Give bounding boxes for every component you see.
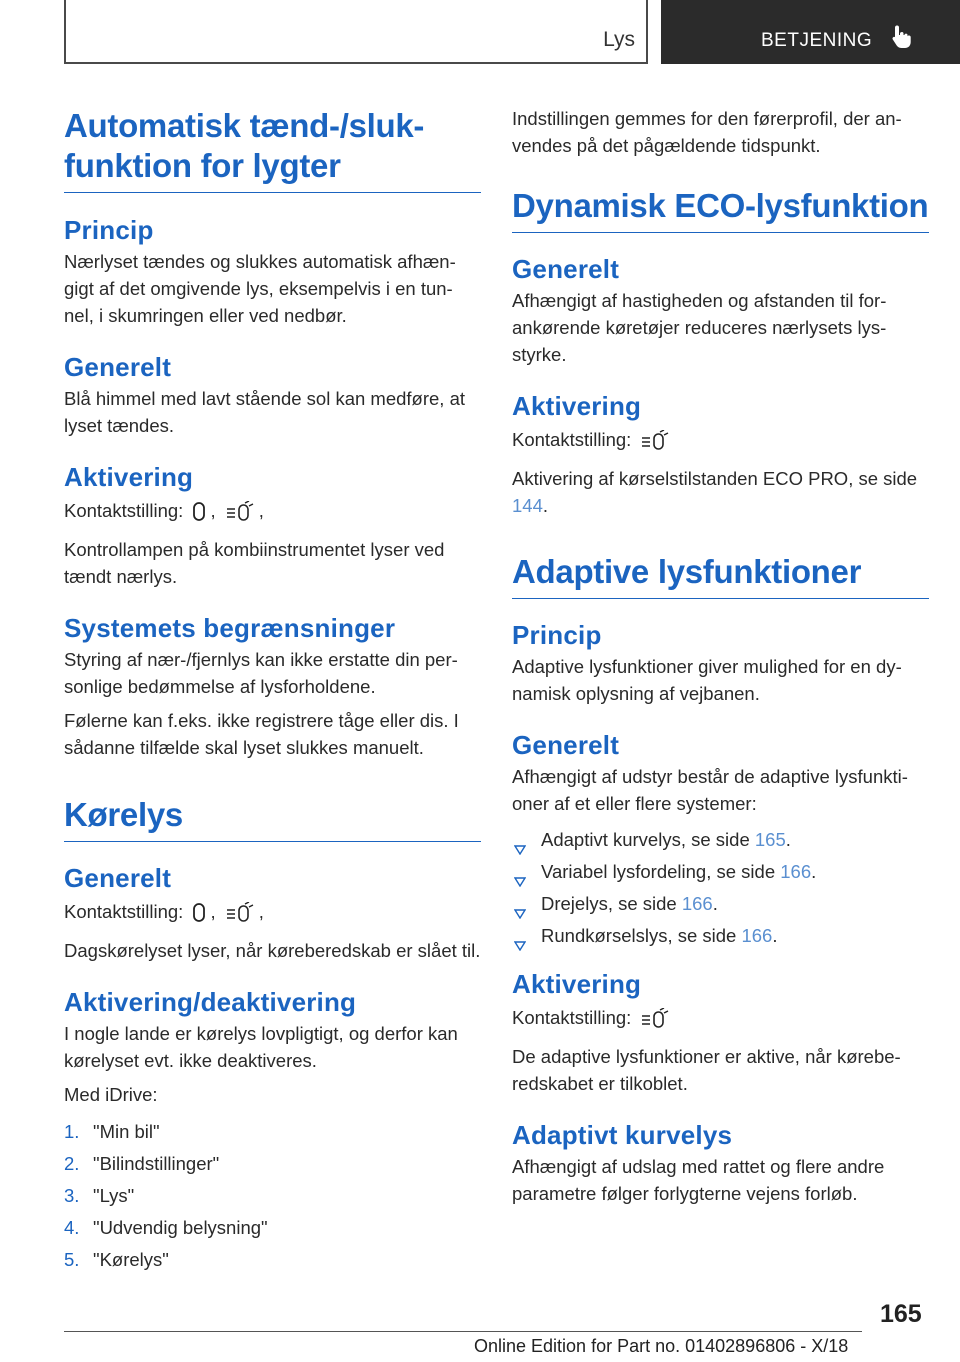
period: . <box>712 893 718 914</box>
step-text: "Bilindstillinger" <box>93 1153 220 1174</box>
adaptive-systems-list <box>512 826 929 949</box>
paragraph-system-2: Følerne kan f.eks. ikke registrere tåge eller dis. I sådanne tilfælde skal lyset slukkes manuelt. <box>64 710 459 758</box>
page-number: 165 <box>880 1300 922 1328</box>
paragraph-idrive: Med iDrive: <box>64 1084 158 1105</box>
paragraph-kontaktstilling <box>64 497 481 530</box>
bullet-text: Variabel lysfordeling, se side <box>541 861 776 882</box>
paragraph-indstilling: Indstillingen gemmes for den førerprofil, der an‐ vendes på det pågældende tidspunkt. <box>512 108 902 156</box>
idrive-steps <box>64 1118 481 1273</box>
step-number: 4. <box>64 1217 80 1238</box>
heading-princip-adaptive: Princip <box>512 620 602 650</box>
edition-note: Online Edition for Part no. 01402896806 - X/18 <box>474 1336 849 1356</box>
ignition-off-icon <box>192 501 206 530</box>
step-number: 5. <box>64 1249 80 1270</box>
paragraph-princip-adaptive: Adaptive lysfunktioner giver mulighed for en dy‐ namisk oplysning af vejbanen. <box>512 656 902 704</box>
heading-adaptive: Adaptive lysfunktioner <box>512 552 929 599</box>
heading-aktivering-eco: Aktivering <box>512 391 642 421</box>
right-column <box>512 100 929 1207</box>
section-title: Lys <box>603 28 635 51</box>
heading-adaptivt-kurvelys: Adaptivt kurvelys <box>512 1120 733 1150</box>
paragraph-dagskorelys: Dagskørelyset lyser, når køreberedskab er slået til. <box>64 940 481 961</box>
list-item <box>512 826 929 853</box>
heading-aktivering-adaptive: Aktivering <box>512 969 642 999</box>
bullet-text: Drejelys, se side <box>541 893 677 914</box>
heading-systemets-begraensninger: Systemets begrænsninger <box>64 613 396 643</box>
page-link[interactable]: 166 <box>741 925 773 946</box>
heading-aktivering: Aktivering <box>64 462 194 492</box>
chapter-label: BETJENING <box>761 30 873 51</box>
step-text: "Min bil" <box>93 1121 160 1142</box>
paragraph-kurvelys: Afhængigt af udslag med rattet og flere andre parametre følger forlygterne vejens forløb. <box>512 1156 885 1204</box>
ready-to-drive-icon <box>225 501 255 530</box>
list-item <box>64 1246 481 1273</box>
ready-to-drive-icon <box>640 1008 670 1037</box>
step-text: "Udvendig belysning" <box>93 1217 268 1238</box>
paragraph-kontaktstilling-eco <box>512 426 929 459</box>
heading-princip: Princip <box>64 215 154 245</box>
period: . <box>542 495 549 516</box>
heading-korelys: Kørelys <box>64 795 481 842</box>
period: . <box>811 861 817 882</box>
comma-separator: , <box>258 901 264 922</box>
ready-to-drive-icon <box>640 430 670 459</box>
paragraph-kontaktstilling-korelys <box>64 898 481 931</box>
period: . <box>772 925 778 946</box>
list-item <box>64 1150 481 1177</box>
kontakt-label: Kontaktstilling: <box>64 500 184 521</box>
list-item <box>64 1118 481 1145</box>
paragraph-eco: Afhængigt af hastigheden og afstanden til for‐ ankørende køretøjer reduceres nærlysets lys‐ styrke. <box>512 290 887 365</box>
page-link[interactable]: 165 <box>754 829 786 850</box>
paragraph-kontrollampe: Kontrollampen på kombiinstrumentet lyser ved tændt nærlys. <box>64 539 445 587</box>
paragraph-princip: Nærlyset tændes og slukkes automatisk afhæn‐ gigt af det omgivende lys, eksempelvis i en tun‐ nel, i skumringen eller ved nedbør. <box>64 251 456 326</box>
ready-to-drive-icon <box>225 902 255 931</box>
heading-generelt-korelys: Generelt <box>64 863 172 893</box>
period: . <box>785 829 791 850</box>
step-number: 3. <box>64 1185 80 1206</box>
paragraph-generelt-adaptive: Afhængigt af udstyr består de adaptive lysfunkti‐ oner af et eller flere systemer: <box>512 766 908 814</box>
list-item <box>512 890 929 917</box>
heading-auto-light: Automatisk tænd-/sluk‐ funktion for lygter <box>64 106 481 193</box>
step-number: 2. <box>64 1153 80 1174</box>
comma-separator: , <box>210 901 216 922</box>
paragraph-adaptive-aktiv: De adaptive lysfunktioner er aktive, når kørebe‐ redskabet er tilkoblet. <box>512 1046 901 1094</box>
bullet-text: Adaptivt kurvelys, se side <box>541 829 750 850</box>
page-link[interactable]: 166 <box>681 893 713 914</box>
chapter-tab[interactable] <box>661 0 960 64</box>
ignition-off-icon <box>192 902 206 931</box>
header-frame <box>64 0 648 64</box>
comma-separator: , <box>210 500 216 521</box>
triangle-bullet-icon <box>514 931 526 958</box>
paragraph-kontaktstilling-adaptive <box>512 1004 929 1037</box>
pointing-hand-icon <box>891 24 913 55</box>
page-link[interactable]: 166 <box>780 861 812 882</box>
kontakt-label: Kontaktstilling: <box>512 1007 632 1028</box>
paragraph-lande: I nogle lande er kørelys lovpligtigt, og derfor kan kørelyset evt. ikke deaktiveres. <box>64 1023 458 1071</box>
kontakt-label: Kontaktstilling: <box>64 901 184 922</box>
step-number: 1. <box>64 1121 80 1142</box>
paragraph-generelt: Blå himmel med lavt stående sol kan medføre, at lyset tændes. <box>64 388 466 436</box>
page-link-144[interactable]: 144 <box>512 495 543 516</box>
heading-generelt-adaptive: Generelt <box>512 730 620 760</box>
kontakt-label: Kontaktstilling: <box>512 429 632 450</box>
heading-generelt: Generelt <box>64 352 172 382</box>
paragraph-system-1: Styring af nær-/fjernlys kan ikke erstatte din per‐ sonlige bedømmelse af lysforholdene. <box>64 649 458 697</box>
left-column <box>64 100 481 1278</box>
list-item <box>512 922 929 949</box>
list-item <box>64 1182 481 1209</box>
comma-separator: , <box>258 500 264 521</box>
bullet-text: Rundkørselslys, se side <box>541 925 737 946</box>
list-item <box>64 1214 481 1241</box>
paragraph-eco-aktivering <box>512 465 929 519</box>
heading-generelt-eco: Generelt <box>512 254 620 284</box>
heading-aktivering-deaktivering: Aktivering/deaktivering <box>64 987 357 1017</box>
step-text: "Kørelys" <box>93 1249 169 1270</box>
eco-aktivering-text: Aktivering af kørselstilstanden ECO PRO, se side <box>512 468 918 489</box>
list-item <box>512 858 929 885</box>
footer-divider <box>64 1331 862 1332</box>
heading-eco-light: Dynamisk ECO-lysfunktion <box>512 186 929 233</box>
step-text: "Lys" <box>93 1185 135 1206</box>
